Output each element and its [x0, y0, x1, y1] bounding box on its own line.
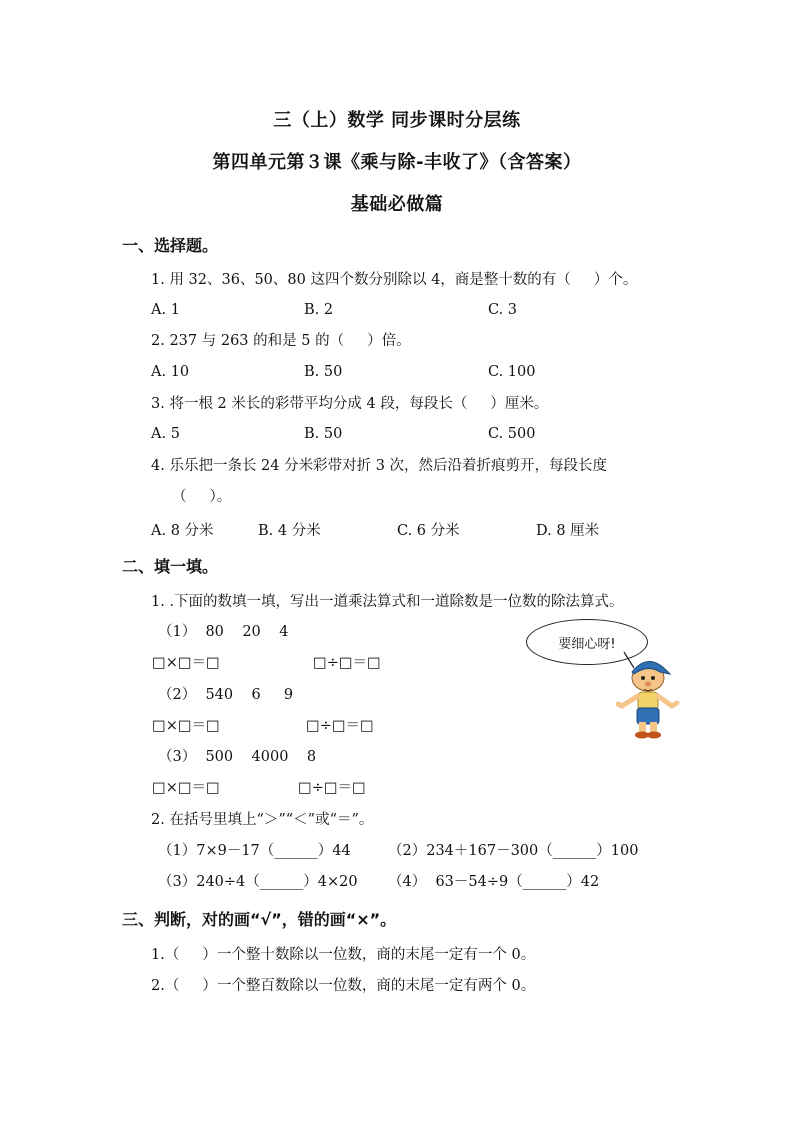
section-heading-choice: 一、选择题。 — [122, 236, 219, 255]
option-a: A. 10 — [151, 364, 190, 380]
group-2-multiplication: □×□＝□ — [152, 718, 220, 734]
compare-3: （3）240÷4（______）4×20 — [158, 874, 358, 890]
compare-1: （1）7×9－17（______）44 — [158, 843, 351, 859]
question-2-2: 2. 在括号里填上“＞”“＜”或“＝”。 — [151, 812, 374, 828]
option-b: B. 50 — [304, 426, 343, 442]
page-title: 三（上）数学 同步课时分层练 — [273, 110, 521, 131]
option-c: C. 100 — [488, 364, 536, 380]
question-1-4-blank: （ ）。 — [172, 489, 232, 505]
section-heading-judge: 三、判断，对的画“√”，错的画“×”。 — [122, 910, 397, 929]
option-c: C. 500 — [488, 426, 536, 442]
option-b: B. 2 — [304, 302, 334, 318]
option-b: B. 4 分米 — [258, 523, 321, 539]
question-1-3: 3. 将一根 2 米长的彩带平均分成 4 段，每段长（ ）厘米。 — [151, 396, 549, 412]
compare-2: （2）234＋167－300（______）100 — [388, 843, 639, 859]
judge-2: 2.（ ）一个整百数除以一位数，商的末尾一定有两个 0。 — [151, 978, 536, 994]
option-c: C. 6 分米 — [397, 523, 460, 539]
group-2-numbers: （2） 540 6 9 — [158, 687, 294, 703]
group-1-multiplication: □×□＝□ — [152, 655, 220, 671]
section-heading-fill: 二、填一填。 — [122, 557, 219, 576]
group-2-division: □÷□＝□ — [306, 718, 374, 734]
judge-1: 1.（ ）一个整十数除以一位数，商的末尾一定有一个 0。 — [151, 947, 536, 963]
option-a: A. 5 — [151, 426, 180, 442]
group-3-numbers: （3） 500 4000 8 — [158, 749, 317, 765]
group-3-multiplication: □×□＝□ — [152, 780, 220, 796]
speech-bubble-text: 要细心呀! — [558, 636, 616, 652]
option-a: A. 8 分米 — [151, 523, 214, 539]
group-1-numbers: （1） 80 20 4 — [158, 624, 289, 640]
group-1-division: □÷□＝□ — [313, 655, 381, 671]
question-1-2: 2. 237 与 263 的和是 5 的（ ）倍。 — [151, 333, 411, 349]
option-b: B. 50 — [304, 364, 343, 380]
cartoon-boy-illustration — [612, 650, 682, 740]
question-1-4: 4. 乐乐把一条长 24 分米彩带对折 3 次，然后沿着折痕剪开，每段长度 — [151, 458, 608, 474]
option-a: A. 1 — [151, 302, 180, 318]
question-1-1: 1. 用 32、36、50、80 这四个数分别除以 4，商是整十数的有（ ）个。 — [151, 272, 638, 288]
option-c: C. 3 — [488, 302, 518, 318]
compare-4: （4） 63－54÷9（______）42 — [388, 874, 600, 890]
option-d: D. 8 厘米 — [536, 523, 600, 539]
group-3-division: □÷□＝□ — [298, 780, 366, 796]
level-title: 基础必做篇 — [350, 194, 444, 215]
question-2-1: 1. .下面的数填一填，写出一道乘法算式和一道除数是一位数的除法算式。 — [151, 594, 624, 610]
page-subtitle: 第四单元第３课《乘与除-丰收了》（含答案） — [212, 152, 582, 173]
